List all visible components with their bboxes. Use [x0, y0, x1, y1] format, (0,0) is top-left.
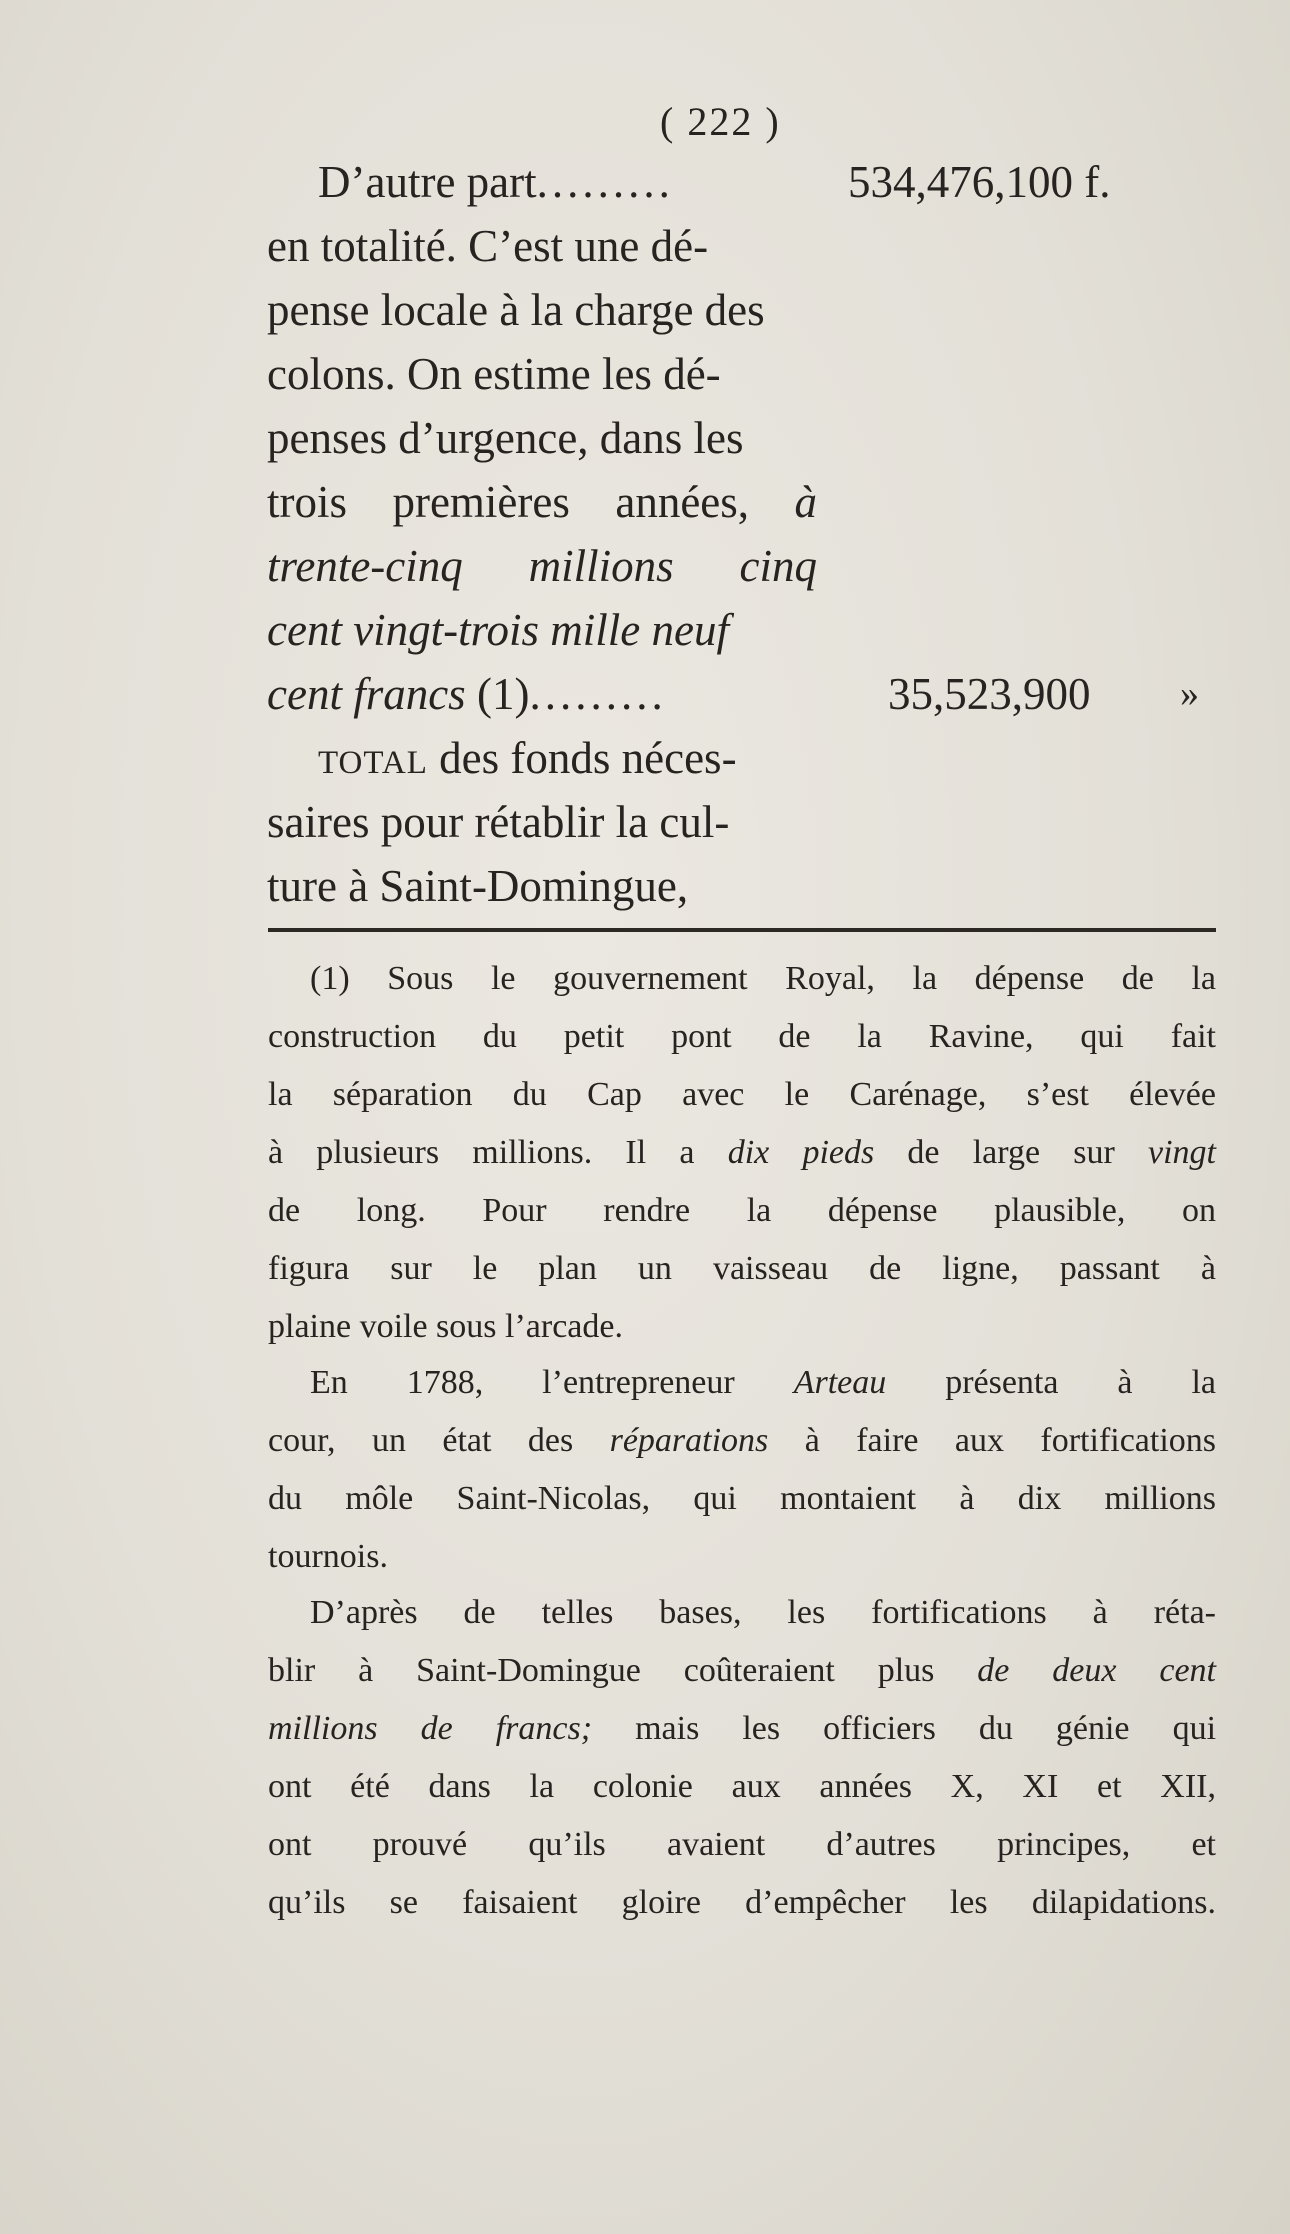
leader-dots: ......... — [536, 157, 674, 207]
footnote-line-6: figura sur le plan un vaisseau de ligne, passant à — [268, 1250, 1216, 1287]
footnote-para2-line-1: En 1788, l’entrepreneur Arteau présenta à la — [310, 1364, 1216, 1401]
footnote-line-5: de long. Pour rendre la dépense plausible, on — [268, 1192, 1216, 1229]
footnote-line-7: plaine voile sous l’arcade. — [268, 1308, 623, 1345]
urgency-value: 35,523,900 — [888, 669, 1091, 719]
text-line-3: colons. On estime les dé- — [267, 349, 721, 399]
text-line-10: saires pour rétablir la cul- — [267, 797, 730, 847]
carry-value: 534,476,100 f. — [848, 157, 1111, 207]
carry-forward-line — [318, 150, 674, 214]
footnote-para3-line-5: ont prouvé qu’ils avaient d’autres principes, et — [268, 1826, 1216, 1863]
text-line-11: ture à Saint-Domingue, — [267, 861, 689, 911]
footnote-para3-line-2: blir à Saint-Domingue coûteraient plus de deux cent — [268, 1652, 1217, 1689]
footnote-para2-line-3: du môle Saint-Nicolas, qui montaient à dix millions — [268, 1480, 1216, 1517]
value-symbol: » — [1180, 673, 1199, 715]
footnote-para3-line-6: qu’ils se faisaient gloire d’empêcher les dilapidations. — [268, 1884, 1216, 1921]
text-line-2: pense locale à la charge des — [267, 285, 765, 335]
footnote-line-1: (1) Sous le gouvernement Royal, la dépense de la — [310, 960, 1216, 997]
footnote-para3-line-4: ont été dans la colonie aux années X, XI et XII, — [268, 1768, 1216, 1805]
footnote-para2-line-2: cour, un état des réparations à faire aux fortifications — [268, 1422, 1217, 1459]
text-line-7: cent vingt-trois mille neuf — [267, 605, 729, 655]
text-line-5: trois premières années, à — [267, 477, 817, 527]
text-line-8: cent francs (1)......... — [267, 669, 667, 719]
text-line-4: penses d’urgence, dans les — [267, 413, 744, 463]
footnote-para3-line-3: millions de francs; mais les officiers du génie qui — [268, 1710, 1217, 1747]
text-line-1: en totalité. C’est une dé- — [267, 221, 709, 271]
footnote-line-4: à plusieurs millions. Il a dix pieds de large sur vingt — [268, 1134, 1216, 1171]
footnote-line-3: la séparation du Cap avec le Carénage, s’est élevée — [268, 1076, 1216, 1113]
footnote-rule — [268, 928, 1216, 932]
text-line-9: TOTAL des fonds néces- — [318, 733, 737, 783]
text-line-6: trente-cinq millions cinq — [267, 541, 817, 591]
page-number: ( 222 ) — [660, 99, 781, 144]
carry-label: D’autre part — [318, 157, 537, 207]
footnote-para2-line-4: tournois. — [268, 1538, 388, 1575]
footnote-line-2: construction du petit pont de la Ravine, qui fait — [268, 1018, 1216, 1055]
footnote-para3-line-1: D’après de telles bases, les fortifications à réta- — [310, 1594, 1216, 1631]
